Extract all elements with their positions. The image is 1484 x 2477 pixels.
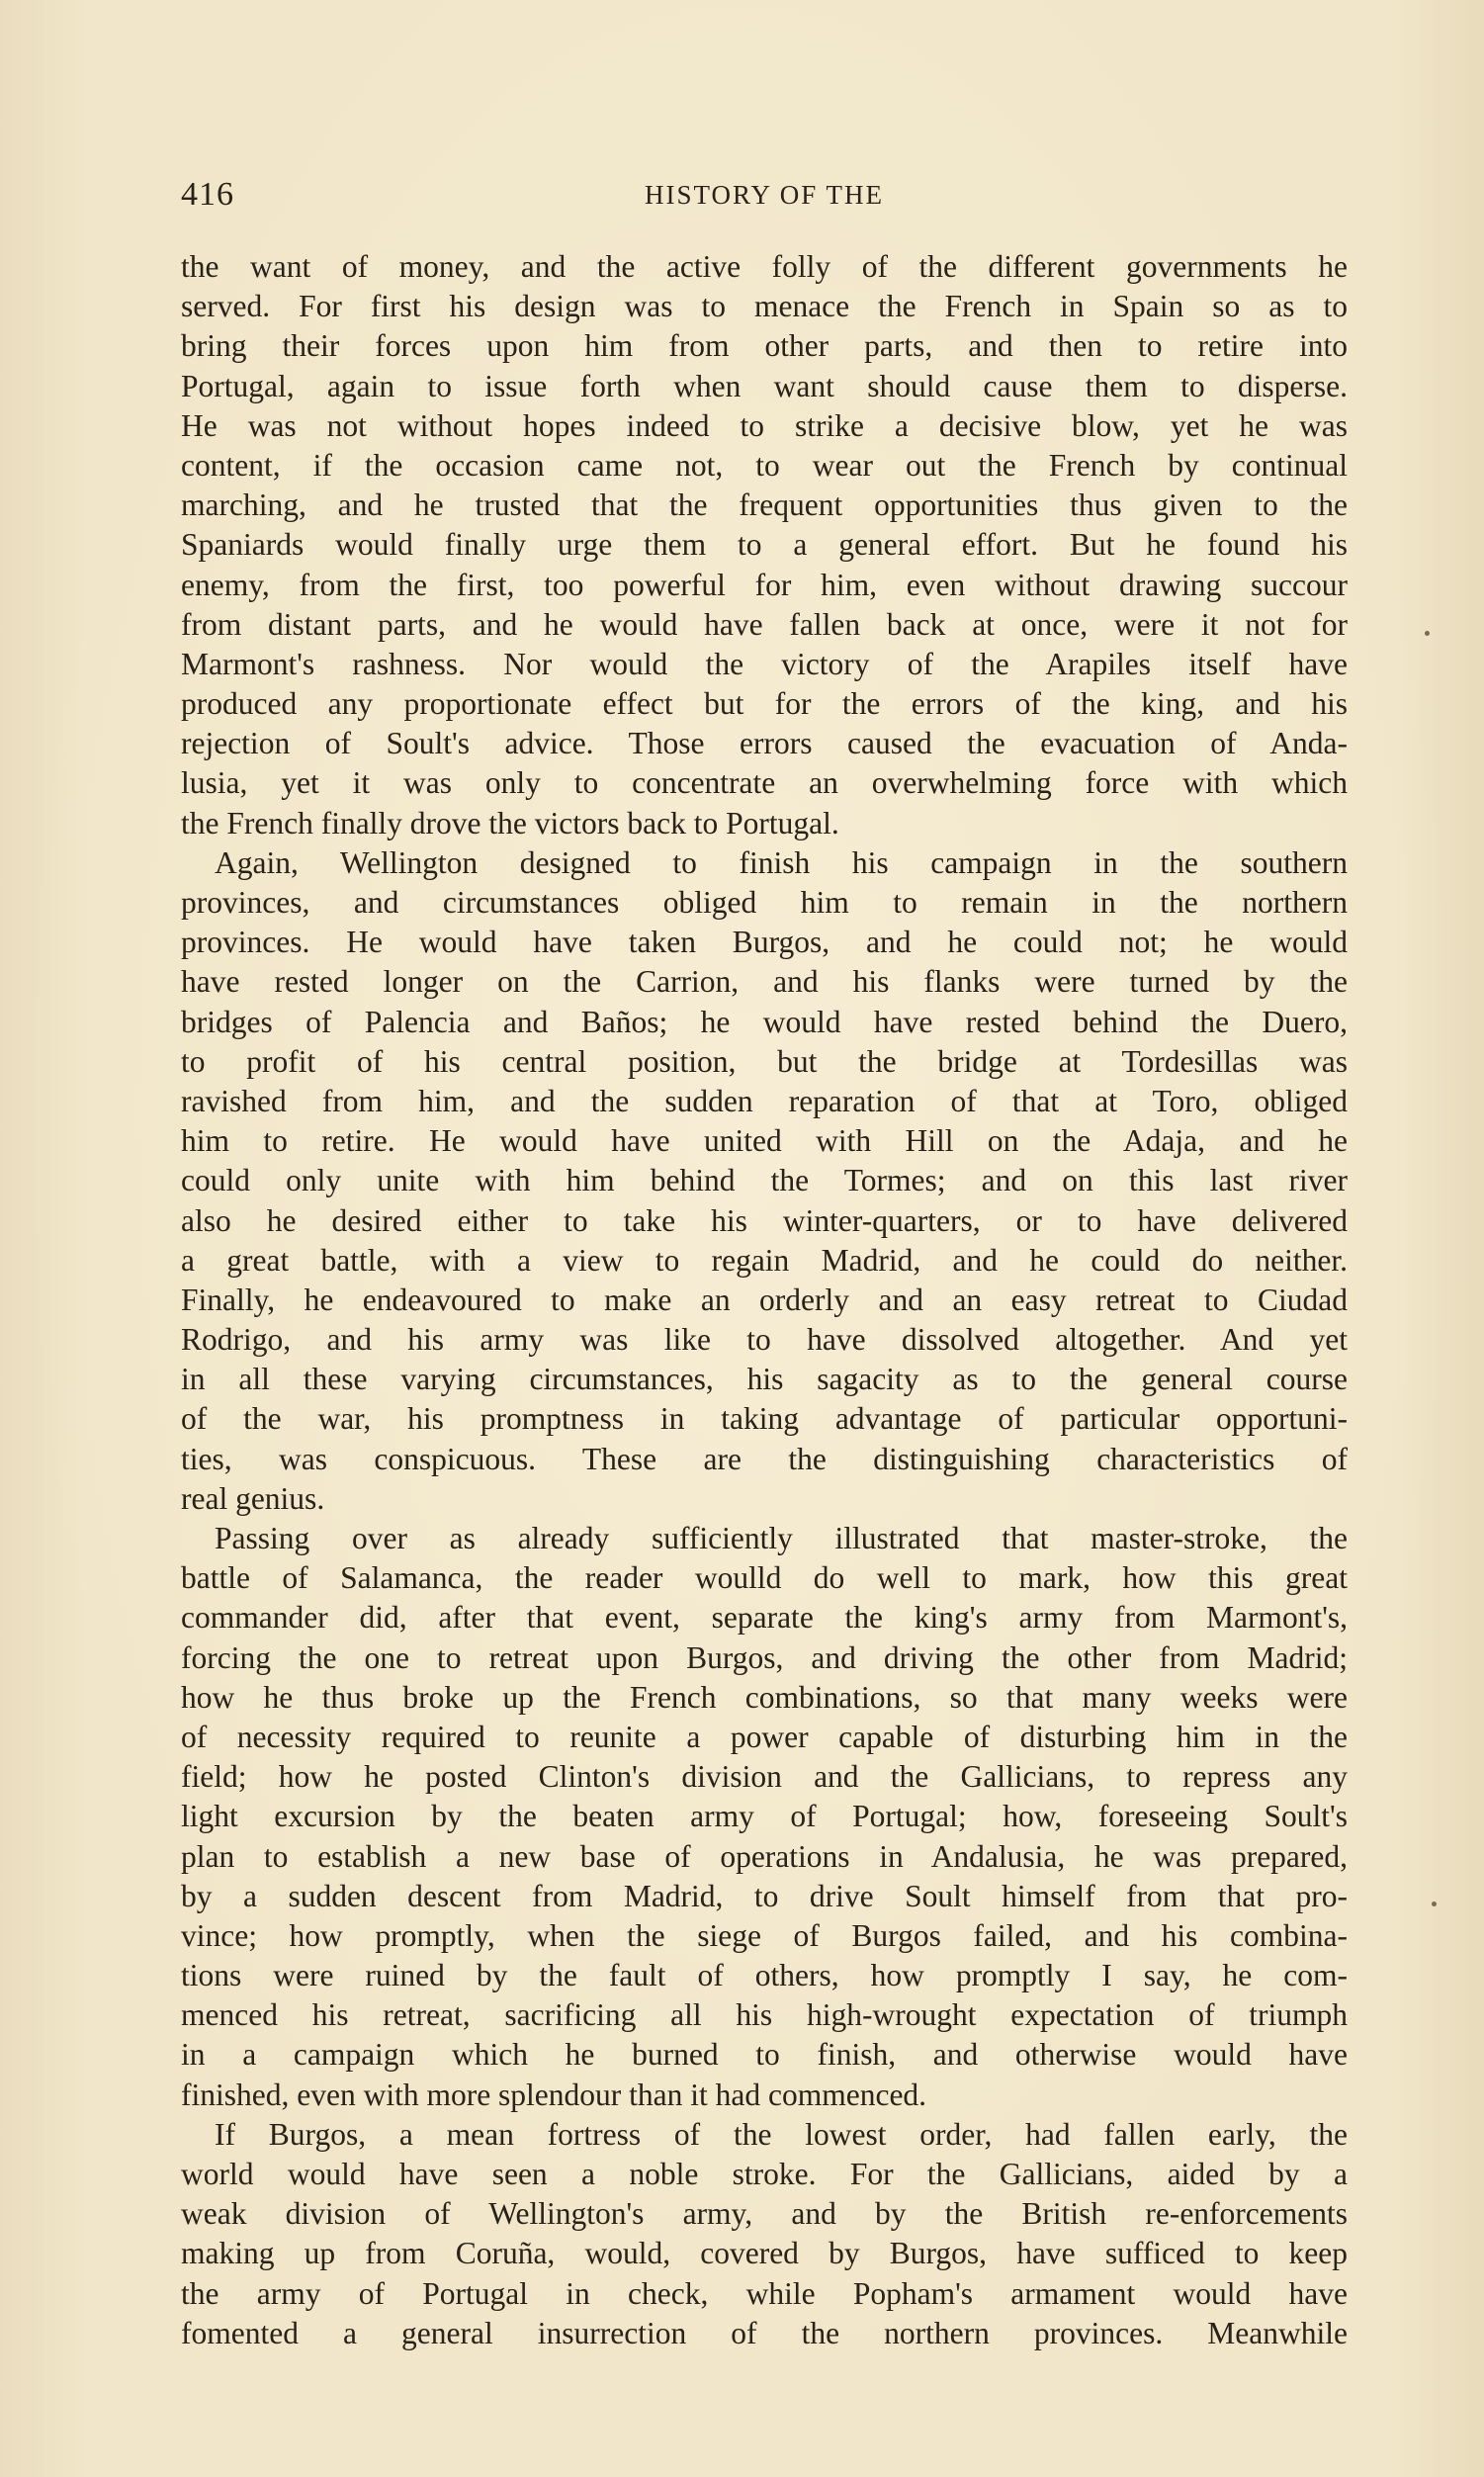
- text-line: vince; how promptly, when the siege of Burgos failed, and his combina-: [181, 1917, 1348, 1953]
- text-line: of necessity required to reunite a power capable of disturbing him in the: [181, 1719, 1348, 1754]
- text-line: produced any proportionate effect but for the errors of the king, and his: [181, 686, 1348, 722]
- text-line: him to retire. He would have united with Hill on the Adaja, and he: [181, 1123, 1348, 1159]
- margin-speck: [1432, 1902, 1437, 1906]
- text-line: in a campaign which he burned to finish, and otherwise would have: [181, 2037, 1348, 2073]
- text-line: Finally, he endeavoured to make an orderly and an easy retreat to Ciudad: [181, 1282, 1348, 1317]
- text-line: enemy, from the first, too powerful for him, even without drawing succour: [181, 567, 1348, 602]
- text-line: provinces. He would have taken Burgos, and he could not; he would: [181, 925, 1348, 960]
- text-line: Portugal, again to issue forth when want should cause them to disperse.: [181, 368, 1348, 403]
- text-line: the want of money, and the active folly of the different governments he: [181, 249, 1348, 284]
- page-header: [181, 176, 1348, 221]
- text-line: the army of Portugal in check, while Popham's armament would have: [181, 2275, 1348, 2311]
- margin-speck: [1425, 631, 1430, 636]
- text-line: of the war, his promptness in taking advantage of particular opportuni-: [181, 1401, 1348, 1437]
- text-line: provinces, and circumstances obliged him to remain in the northern: [181, 885, 1348, 920]
- text-line: how he thus broke up the French combinations, so that many weeks were: [181, 1679, 1348, 1715]
- text-line: rejection of Soult's advice. Those errors caused the evacuation of Anda-: [181, 726, 1348, 761]
- text-line: finished, even with more splendour than it had commenced.: [181, 2077, 927, 2112]
- text-line: in all these varying circumstances, his sagacity as to the general course: [181, 1362, 1348, 1397]
- text-line: served. For first his design was to menace the French in Spain so as to: [181, 289, 1348, 324]
- text-line: content, if the occasion came not, to wear out the French by continual: [181, 447, 1348, 483]
- text-line: world would have seen a noble stroke. For the Gallicians, aided by a: [181, 2157, 1348, 2191]
- text-line: lusia, yet it was only to concentrate an overwhelming force with which: [181, 765, 1348, 801]
- text-line: making up from Coruña, would, covered by Burgos, have sufficed to keep: [181, 2236, 1348, 2271]
- text-line: from distant parts, and he would have fallen back at once, were it not for: [181, 606, 1348, 642]
- text-line: real genius.: [181, 1480, 325, 1516]
- text-line: to profit of his central position, but the bridge at Tordesillas was: [181, 1043, 1348, 1079]
- paragraph-start-line: Again, Wellington designed to finish his campaign in the southern: [215, 844, 1348, 880]
- text-line: bring their forces upon him from other parts, and then to retire into: [181, 328, 1348, 364]
- text-line: Marmont's rashness. Nor would the victory of the Arapiles itself have: [181, 646, 1348, 681]
- text-line: also he desired either to take his winter-quarters, or to have delivered: [181, 1202, 1348, 1238]
- text-line: by a sudden descent from Madrid, to drive Soult himself from that pro-: [181, 1878, 1348, 1913]
- text-line: ravished from him, and the sudden reparation of that at Toro, obliged: [181, 1083, 1348, 1118]
- text-line: plan to establish a new base of operations in Andalusia, he was prepared,: [181, 1838, 1348, 1874]
- paragraph-start-line: Passing over as already sufficiently illustrated that master-stroke, the: [215, 1521, 1348, 1555]
- running-head: HISTORY OF THE: [644, 180, 885, 210]
- page-number: 416: [181, 176, 234, 213]
- text-line: have rested longer on the Carrion, and his flanks were turned by the: [181, 964, 1348, 1000]
- text-line: marching, and he trusted that the frequent opportunities thus given to the: [181, 487, 1348, 523]
- text-line: fomented a general insurrection of the northern provinces. Meanwhile: [181, 2315, 1348, 2350]
- text-line: could only unite with him behind the Tormes; and on this last river: [181, 1163, 1348, 1198]
- text-line: Spaniards would finally urge them to a general effort. But he found his: [181, 527, 1348, 563]
- text-line: He was not without hopes indeed to strike a decisive blow, yet he was: [181, 407, 1348, 443]
- text-line: menced his retreat, sacrificing all his high-wrought expectation of triumph: [181, 1997, 1348, 2033]
- text-line: light excursion by the beaten army of Portugal; how, foreseeing Soult's: [181, 1799, 1348, 1834]
- text-line: the French finally drove the victors back to Portugal.: [181, 805, 839, 840]
- text-line: bridges of Palencia and Baños; he would have rested behind the Duero,: [181, 1004, 1348, 1039]
- text-line: battle of Salamanca, the reader woulld do well to mark, how this great: [181, 1560, 1348, 1596]
- text-line: ties, was conspicuous. These are the distinguishing characteristics of: [181, 1441, 1348, 1476]
- text-line: forcing the one to retreat upon Burgos, and driving the other from Madrid;: [181, 1639, 1348, 1675]
- text-line: commander did, after that event, separate the king's army from Marmont's,: [181, 1600, 1348, 1636]
- paragraph-start-line: If Burgos, a mean fortress of the lowest order, had fallen early, the: [215, 2116, 1348, 2152]
- body-text: [181, 247, 1348, 2353]
- text-line: Rodrigo, and his army was like to have dissolved altogether. And yet: [181, 1322, 1348, 1358]
- text-line: a great battle, with a view to regain Madrid, and he could do neither.: [181, 1242, 1348, 1278]
- text-line: field; how he posted Clinton's division and the Gallicians, to repress any: [181, 1759, 1348, 1795]
- text-line: tions were ruined by the fault of others, how promptly I say, he com-: [181, 1958, 1348, 1993]
- text-line: weak division of Wellington's army, and by the British re-enforcements: [181, 2196, 1348, 2232]
